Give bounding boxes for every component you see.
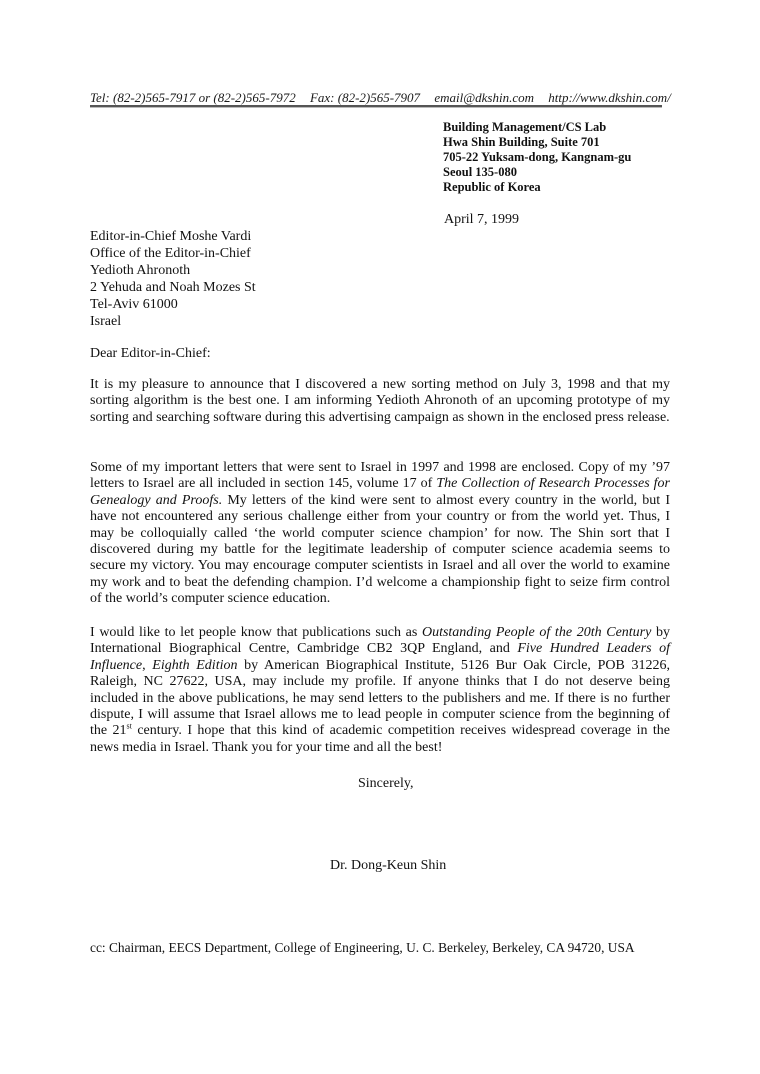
telephone-numbers: Tel: (82-2)565-7917 or (82-2)565-7972 (90, 90, 296, 105)
recipient-address-line: Office of the Editor-in-Chief (90, 246, 251, 261)
publication-title: Outstanding People of the 20th Century (421, 625, 652, 640)
body-paragraph-1: It is my pleasure to announce that I discovered a new sorting method on July 3, 1998 and that my sorting algorithm is the best one. I am informing Yedioth Ahronoth of an upcoming prototype of my sorting and searching software during this advertising campaign as shown in the enclosed press release. (90, 377, 670, 425)
letter-date: April 7, 1999 (444, 212, 520, 227)
recipient-address (90, 228, 256, 330)
fax-number: Fax: (82-2)565-7907 (309, 90, 421, 105)
signature-name: Dr. Dong-Keun Shin (330, 858, 447, 873)
recipient-address-line: Yedioth Ahronoth (90, 263, 191, 278)
sender-address-line: Republic of Korea (443, 180, 541, 194)
publication-title: Five Hundred Leaders of Influence (90, 641, 671, 673)
sender-address (443, 120, 631, 195)
closing: Sincerely, (358, 776, 414, 791)
cc-line: cc: Chairman, EECS Department, College of Engineering, U. C. Berkeley, Berkeley, CA 94720, USA (90, 940, 635, 955)
paragraph-text: , (142, 657, 153, 673)
paragraph-text: by International Biographical Centre, Cambridge CB2 3QP England, and (90, 625, 671, 657)
sender-address-line: Hwa Shin Building, Suite 701 (443, 135, 600, 149)
ordinal-superscript: st (126, 721, 132, 731)
body-paragraph-3 (90, 625, 670, 756)
recipient-address-line: Tel-Aviv 61000 (90, 297, 178, 312)
paragraph-text: My letters of the kind were sent to almost every country in the world, but I have not encountered any serious challenge either from your country or from the world yet. Thus, I may be colloquially called ‘the world computer science champion’ for now. The Shin sort that I discovered during my battle for the legitimate leadership of computer science academia seems to secure my victory. You may encourage computer scientists in Israel and all over the world to examine my work and to beat the defending champion. I’d welcome a championship fight to seize firm control of the world’s computer science education. (90, 492, 670, 607)
sender-address-line: Seoul 135-080 (443, 165, 517, 179)
paragraph-text: I would like to let people know that publications such as (90, 625, 422, 640)
body-paragraph-2 (90, 460, 670, 608)
sender-address-line: Building Management/CS Lab (443, 120, 607, 134)
sender-address-line: 705-22 Yuksam-dong, Kangnam-gu (443, 150, 632, 164)
publication-title: The Collection of Research Processes for Genealogy and Proofs. (90, 476, 670, 508)
recipient-address-line: Israel (90, 314, 122, 329)
recipient-address-line: 2 Yehuda and Noah Mozes St (90, 280, 256, 295)
contact-header (90, 90, 671, 107)
website-link[interactable]: http://www.dkshin.com/ (548, 90, 671, 105)
email-link[interactable]: email@dkshin.com (434, 90, 535, 105)
paragraph-text: Some of my important letters that were sent to Israel in 1997 and 1998 are enclosed. Copy of my ’97 letters to Israel are all included in section 145, volume 17 of (90, 460, 670, 492)
publication-edition: Eighth Edition (152, 657, 238, 673)
recipient-address-line: Editor-in-Chief Moshe Vardi (90, 229, 252, 244)
salutation: Dear Editor-in-Chief: (90, 346, 211, 361)
paragraph-text: century. I hope that this kind of academic competition receives widespread coverage in the news media in Israel. Thank you for your time and all the best! (90, 723, 671, 755)
paragraph-text: by American Biographical Institute, 5126 Bur Oak Circle, POB 31226, Raleigh, NC 27622, USA, may include my profile. If anyone thinks that I do not deserve being included in the above publications, he may send letters to the publishers and me. If there is no further dispute, I will assume that Israel allows me to lead people in computer science from the beginning of the 21 (90, 657, 670, 739)
